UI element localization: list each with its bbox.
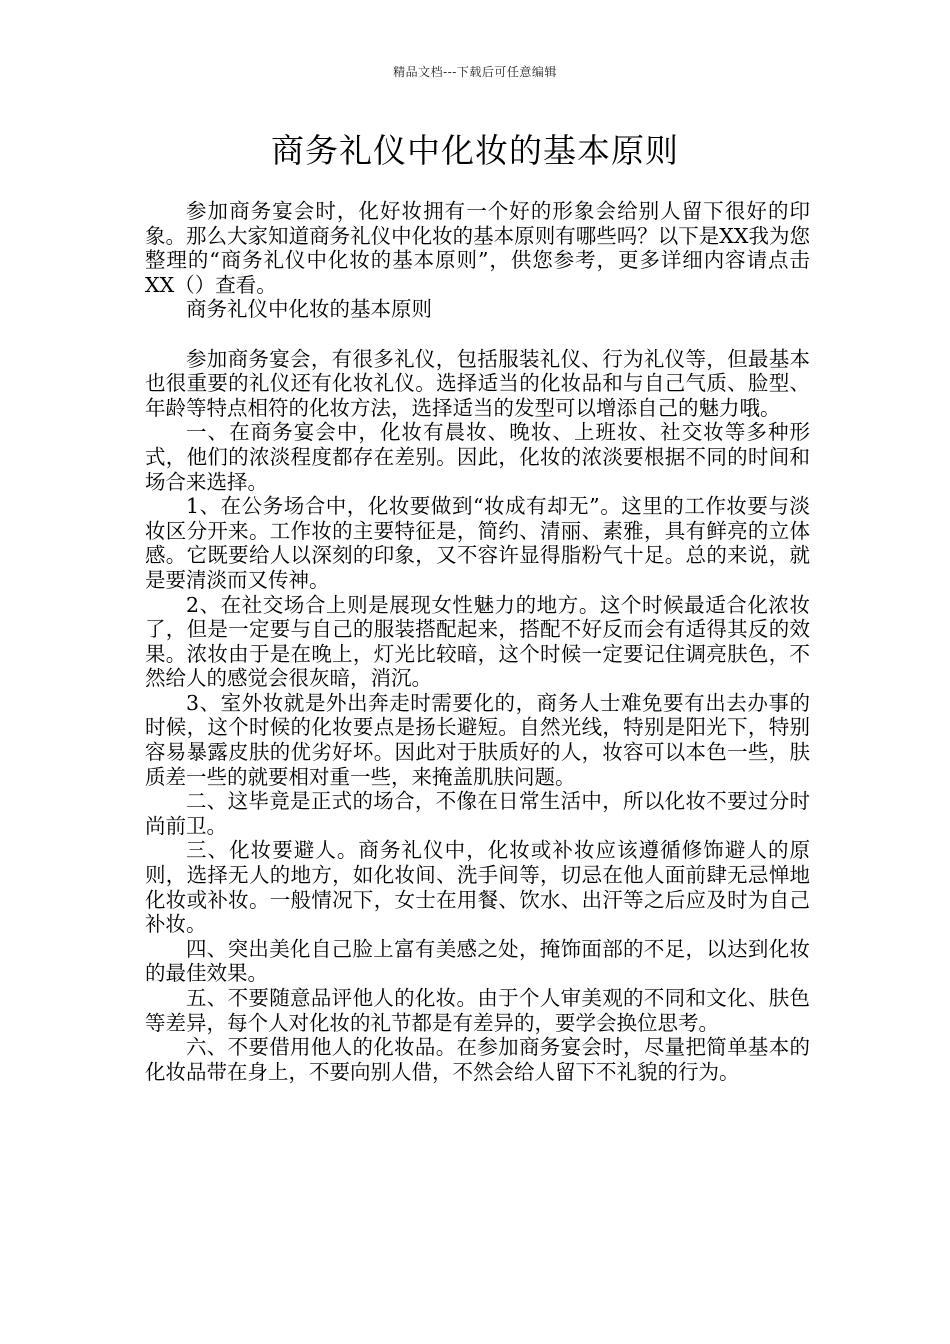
- paragraph-point-1: 一、在商务宴会中，化妆有晨妆、晚妆、上班妆、社交妆等多种形式，他们的浓淡程度都存在差别。因此，化妆的浓淡要根据不同的时间和场合来选择。: [145, 420, 810, 494]
- paragraph-point-1-1: 1、在公务场合中，化妆要做到“妆成有却无”。这里的工作妆要与淡妆区分开来。工作妆的主要特征是，简约、清丽、素雅，具有鲜亮的立体感。它既要给人以深刻的印象，又不容许显得脂粉气十足。总的来说，就是要清淡而又传神。: [145, 494, 810, 592]
- paragraph-point-5: 五、不要随意品评他人的化妆。由于个人审美观的不同和文化、肤色等差异，每个人对化妆的礼节都是有差异的，要学会换位思考。: [145, 986, 810, 1035]
- document-title: 商务礼仪中化妆的基本原则: [271, 131, 679, 170]
- paragraph-point-4: 四、突出美化自己脸上富有美感之处，掩饰面部的不足，以达到化妆的最佳效果。: [145, 936, 810, 986]
- paragraph-intro: 参加商务宴会时，化好妆拥有一个好的形象会给别人留下很好的印象。那么大家知道商务礼仪中化妆的基本原则有哪些吗？以下是XX我为您整理的“商务礼仪中化妆的基本原则”，供您参考，更多详细内容请点击XX（）查看。: [145, 199, 810, 297]
- paragraph-subheading: 商务礼仪中化妆的基本原则: [186, 297, 432, 322]
- paragraph-overview: 参加商务宴会，有很多礼仪，包括服装礼仪、行为礼仪等，但最基本也很重要的礼仪还有化妆礼仪。选择适当的化妆品和与自己气质、脸型、年龄等特点相符的化妆方法，选择适当的发型可以增添自己的魅力哦。: [145, 346, 810, 420]
- paragraph-point-2: 二、这毕竟是正式的场合，不像在日常生活中，所以化妆不要过分时尚前卫。: [145, 789, 810, 838]
- header-note: 精品文档---下载后可任意编辑: [393, 65, 557, 79]
- paragraph-point-6: 六、不要借用他人的化妆品。在参加商务宴会时，尽量把简单基本的化妆品带在身上，不要向别人借，不然会给人留下不礼貌的行为。: [145, 1035, 810, 1084]
- paragraph-point-3: 三、化妆要避人。商务礼仪中，化妆或补妆应该遵循修饰避人的原则，选择无人的地方，如化妆间、洗手间等，切忌在他人面前肆无忌惮地化妆或补妆。一般情况下，女士在用餐、饮水、出汗等之后应及时为自己补妆。: [145, 838, 810, 937]
- document-body: [145, 199, 810, 1084]
- paragraph-point-1-2: 2、在社交场合上则是展现女性魅力的地方。这个时候最适合化浓妆了，但是一定要与自己的服装搭配起来，搭配不好反而会有适得其反的效果。浓妆由于是在晚上，灯光比较暗，这个时候一定要记住调亮肤色，不然给人的感觉会很灰暗，消沉。: [145, 592, 810, 691]
- paragraph-point-1-3: 3、室外妆就是外出奔走时需要化的，商务人士难免要有出去办事的时候，这个时候的化妆要点是扬长避短。自然光线，特别是阳光下，特别容易暴露皮肤的优劣好坏。因此对于肤质好的人，妆容可以本色一些，肤质差一些的就要相对重一些，来掩盖肌肤问题。: [145, 690, 810, 789]
